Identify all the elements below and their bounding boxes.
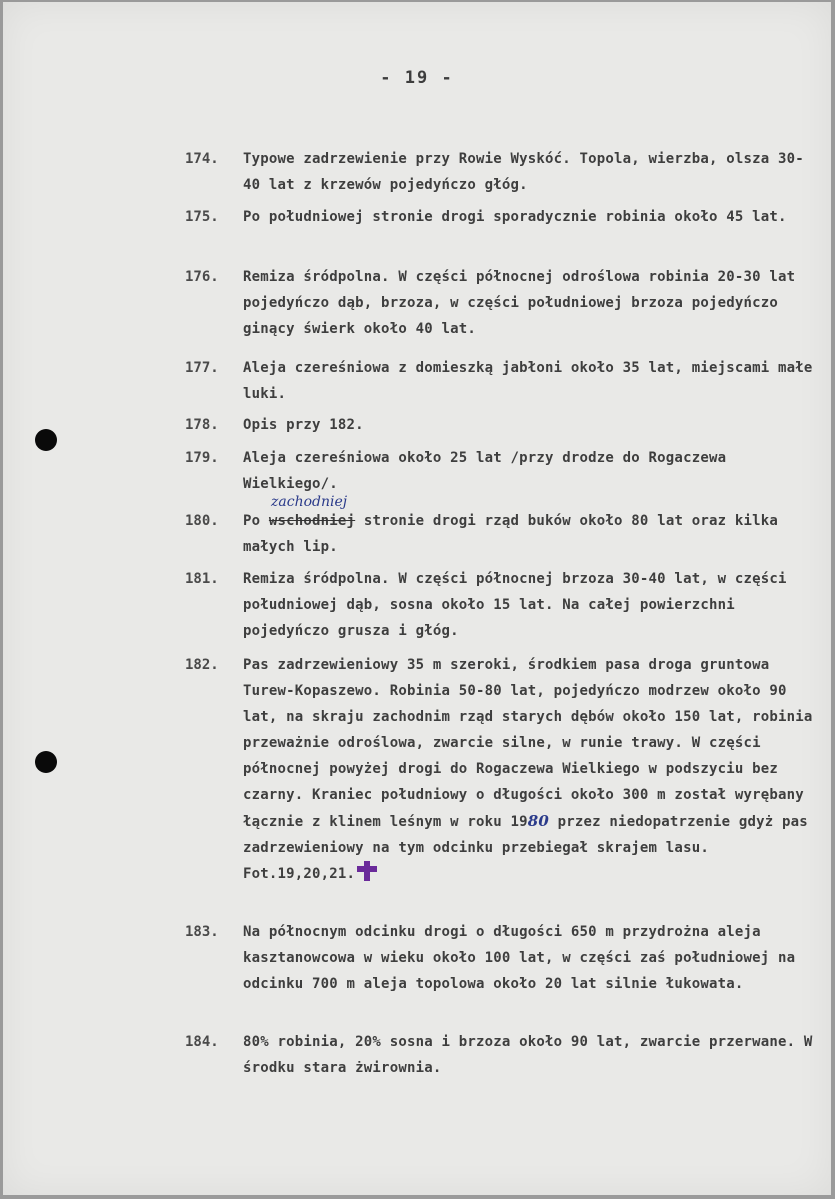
entry-text: Remiza śródpolna. W części północnej brzoza 30-40 lat, w części południowej dąb, sosna około 15 lat. Na całej powierzchni pojedyńczo grusza i głóg. (243, 571, 787, 639)
entry-176 (185, 264, 825, 342)
entry-179 (185, 445, 825, 497)
entry-text: Typowe zadrzewienie przy Rowie Wyskóć. Topola, wierzba, olsza 30-40 lat z krzewów pojedyńczo głóg. (243, 151, 804, 193)
entry-number: 180. (185, 513, 219, 529)
entry-183 (185, 919, 825, 997)
struck-word: wschodniej (268, 513, 356, 529)
entry-number: 175. (185, 209, 219, 225)
entry-number: 177. (185, 360, 219, 376)
entry-number: 184. (185, 1034, 219, 1050)
entry-177 (185, 355, 825, 407)
entry-182 (185, 652, 825, 887)
entry-174 (185, 146, 825, 198)
entry-text: 80% robinia, 20% sosna i brzoza około 90 lat, zwarcie przerwane. W środku stara żwirownia. (243, 1034, 813, 1076)
entry-text: Na północnym odcinku drogi o długości 650 m przydrożna aleja kasztanowcowa w wieku około 100 lat, w części zaś południowej na odcinku 700 m aleja topolowa około 20 lat silnie łukowata. (243, 924, 796, 992)
entry-number: 182. (185, 657, 219, 673)
handwritten-correction: zachodniej (271, 494, 348, 510)
entry-180 (185, 494, 825, 560)
entry-number: 174. (185, 151, 219, 167)
entry-number: 181. (185, 571, 219, 587)
document-page (3, 2, 831, 1195)
entry-text: Po południowej stronie drogi sporadycznie robinia około 45 lat. (243, 209, 787, 225)
entry-175 (185, 204, 825, 230)
entry-text: Opis przy 182. (243, 417, 364, 433)
entry-number: 183. (185, 924, 219, 940)
entry-number: 176. (185, 269, 219, 285)
entry-text: Pas zadrzewieniowy 35 m szeroki, środkiem pasa droga gruntowa Turew-Kopaszewo. Robinia 50-80 lat, pojedyńczo modrzew około 90 lat, na skraju zachodnim rząd starych dębów około 150 lat, robinia przeważnie odroślowa, zwarcie silne, w runie trawy. W części północnej powyżej drogi do Rogaczewa Wielkiego w podszyciu bez czarny. Kraniec południowy o długości około 300 m został wyrębany łącznie z klinem leśnym w roku 1980 przez niedopatrzenie gdyż pas zadrzewieniowy na tym odcinku przebiegał skrajem lasu. Fot.19,20,21. (243, 657, 813, 882)
cross-icon (357, 861, 377, 881)
entry-number: 178. (185, 417, 219, 433)
entry-text: Aleja czereśniowa około 25 lat /przy drodze do Rogaczewa Wielkiego/. (243, 450, 727, 492)
entry-number: 179. (185, 450, 219, 466)
entry-text: Aleja czereśniowa z domieszką jabłoni około 35 lat, miejscami małe luki. (243, 360, 813, 402)
entry-text: Remiza śródpolna. W części północnej odroślowa robinia 20-30 lat pojedyńczo dąb, brzoza, w części południowej brzoza pojedyńczo ginący świerk około 40 lat. (243, 269, 796, 337)
punch-hole-top (35, 429, 57, 451)
entry-text: Po wschodniej stronie drogi rząd buków około 80 lat oraz kilka małych lip. (243, 513, 778, 555)
punch-hole-bottom (35, 751, 57, 773)
entry-181 (185, 566, 825, 644)
page-number: - 19 - (380, 68, 454, 88)
handwritten-year: 80 (527, 812, 550, 830)
entry-178 (185, 412, 825, 438)
entry-184 (185, 1029, 825, 1081)
